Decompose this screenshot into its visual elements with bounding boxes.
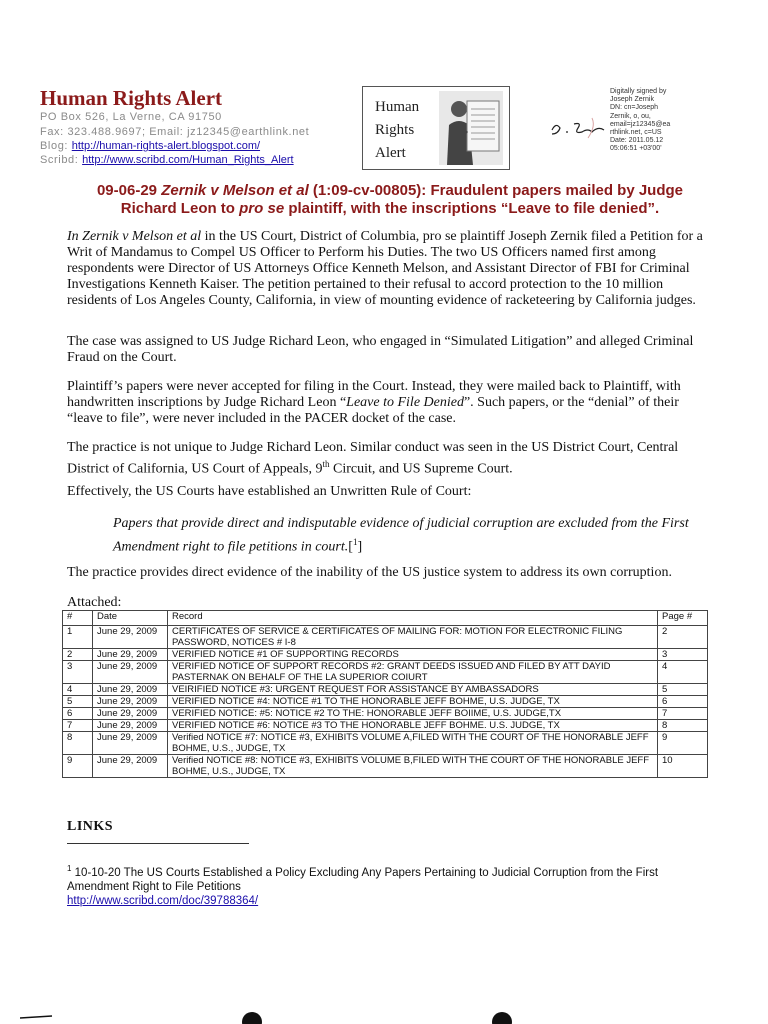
- table-row: [63, 649, 708, 661]
- org-title: Human Rights Alert: [40, 86, 223, 110]
- paragraph-4: [67, 440, 707, 478]
- title-line-2: [60, 200, 720, 218]
- blog-link[interactable]: http://human-rights-alert.blogspot.com/: [71, 140, 261, 152]
- title-line2-a: Richard Leon to: [120, 200, 240, 217]
- row-page: 5: [658, 684, 708, 696]
- footnote-divider: [67, 843, 249, 844]
- table-row: [63, 720, 708, 732]
- scan-marks: [20, 1006, 750, 1024]
- logo-image-icon: [439, 91, 503, 165]
- records-body: [63, 626, 708, 778]
- footnote-mark: 1: [67, 864, 72, 873]
- paragraph-3: [67, 379, 707, 427]
- logo-line-3: Alert: [375, 145, 406, 161]
- row-date: June 29, 2009: [93, 649, 168, 661]
- records-table: [62, 610, 708, 778]
- row-record: VERIFIED NOTICE #6: NOTICE #3 TO THE HONORABLE JEFF BOHME. U.S. JUDGE, TX: [168, 720, 658, 732]
- footnote-link[interactable]: http://www.scribd.com/doc/39788364/: [67, 894, 259, 907]
- table-row: [63, 661, 708, 684]
- p4-text-b: Circuit, and US Supreme Court.: [329, 461, 513, 477]
- title-case-name: Zernik v Melson et al: [161, 182, 309, 199]
- row-record: VERIFIED NOTICE OF SUPPORT RECORDS #2: GRANT DEEDS ISSUED AND FILED BY ATT DAYID PASTERNAK ON BEHALF OF THE LA SUPERIOR COIURT: [168, 661, 658, 684]
- table-header-row: [63, 611, 708, 626]
- footnote: [67, 862, 707, 908]
- p3-italic: Leave to File Denied: [346, 395, 464, 410]
- scribd-label: Scribd:: [40, 154, 79, 166]
- row-number: 4: [63, 684, 93, 696]
- quote-text: Papers that provide direct and indisputable evidence of judicial corruption are excluded from the First Amendment right to file petitions in court.: [113, 516, 689, 555]
- row-page: 4: [658, 661, 708, 684]
- col-header-record: Record: [168, 611, 658, 626]
- blog-label: Blog:: [40, 140, 69, 152]
- table-row: [63, 684, 708, 696]
- links-heading: LINKS: [67, 819, 114, 834]
- p3-text-a: Plaintiff’s papers were never accepted for filing in the Court. Instead, they were mailed back to Plaintiff, with handwritten inscriptions by Judge Richard Leon “: [67, 379, 681, 410]
- row-number: 9: [63, 755, 93, 778]
- document-title: [60, 182, 720, 218]
- row-number: 2: [63, 649, 93, 661]
- quote-ref-close: ]: [357, 539, 363, 555]
- title-date: 09-06-29: [96, 182, 162, 199]
- p3-text-b: ”. Such papers, or the “denial” of their “leave to file”, were never included in the PACER docket of the case.: [67, 395, 679, 426]
- p4-text-a: The practice is not unique to Judge Richard Leon. Similar conduct was seen in the US District Court, Central District of California, US Court of Appeals, 9: [67, 440, 679, 477]
- p1-text: in the US Court, District of Columbia, pro se plaintiff Joseph Zernik filed a Petition for a Writ of Mandamus to Compel US Officer to Perform his Duties. The two US Officers named first among respondents were Director of US Attorneys Office Kenneth Melson, and Assistant Director of FBI for Criminal Investigations Kenneth Kaiser. The petition pertained to their refusal to accord protection to the 10 million residents of Los Angeles County, California, in view of mounting evidence of racketeering by California judges.: [67, 229, 703, 308]
- row-record: VERIFIED NOTICE #1 OF SUPPORTING RECORDS: [168, 649, 658, 661]
- row-page: 10: [658, 755, 708, 778]
- row-record: Verified NOTICE #7: NOTICE #3, EXHIBITS VOLUME A,FILED WITH THE COURT OF THE HONORABLE JEFF BOHME, U.S., JUDGE, TX: [168, 732, 658, 755]
- row-number: 3: [63, 661, 93, 684]
- table-row: [63, 755, 708, 778]
- row-page: 9: [658, 732, 708, 755]
- row-record: VEIRIFIED NOTICE #3: URGENT REQUEST FOR ASSISTANCE BY AMBASSADORS: [168, 684, 658, 696]
- logo: [362, 86, 510, 170]
- paragraph-6: The practice provides direct evidence of the inability of the US justice system to address its own corruption.: [67, 565, 672, 580]
- table-row: [63, 732, 708, 755]
- address-line: PO Box 526, La Verne, CA 91750: [40, 111, 222, 123]
- attached-label: Attached:: [67, 595, 122, 610]
- paragraph-2: The case was assigned to US Judge Richard Leon, who engaged in “Simulated Litigation” and alleged Criminal Fraud on the Court.: [67, 334, 694, 365]
- row-page: 7: [658, 708, 708, 720]
- title-case-rest: (1:09-cv-00805): Fraudulent papers mailed by Judge: [308, 182, 684, 199]
- row-date: June 29, 2009: [93, 732, 168, 755]
- row-record: VERIFIED NOTICE #4: NOTICE #1 TO THE HONORABLE JEFF BOHME, U.S. JUDGE, TX: [168, 696, 658, 708]
- digital-signature-info: Digitally signed by Joseph Zernik DN: cn=Joseph Zernik, o, ou, email=jz12345@ea rthlink.net, c=US Date: 2011.05.12 05:06:51 +03'00': [610, 88, 671, 153]
- title-pro-se: pro se: [239, 200, 285, 217]
- row-date: June 29, 2009: [93, 720, 168, 732]
- row-date: June 29, 2009: [93, 708, 168, 720]
- row-page: 2: [658, 626, 708, 649]
- row-number: 6: [63, 708, 93, 720]
- row-date: June 29, 2009: [93, 661, 168, 684]
- table-row: [63, 626, 708, 649]
- p1-italic: In Zernik v Melson et al: [67, 229, 202, 244]
- row-number: 5: [63, 696, 93, 708]
- footnote-ref[interactable]: 1: [352, 537, 358, 547]
- col-header-number: #: [63, 611, 93, 626]
- row-page: 8: [658, 720, 708, 732]
- row-page: 6: [658, 696, 708, 708]
- p4-sup: th: [322, 459, 330, 469]
- row-date: June 29, 2009: [93, 626, 168, 649]
- table-row: [63, 708, 708, 720]
- scribd-link[interactable]: http://www.scribd.com/Human_Rights_Alert: [82, 154, 294, 166]
- row-record: Verified NOTICE #8: NOTICE #3, EXHIBITS VOLUME B,FILED WITH THE COURT OF THE HONORABLE JEFF BOHME, U.S., JUDGE, TX: [168, 755, 658, 778]
- row-record: VERIFIED NOTICE: #5: NOTICE #2 TO THE: HONORABLE JEFF BOIIME, U.S. JUDGE,TX: [168, 708, 658, 720]
- row-date: June 29, 2009: [93, 684, 168, 696]
- logo-line-1: Human: [375, 99, 420, 115]
- row-record: CERTIFICATES OF SERVICE & CERTIFICATES OF MAILING FOR: MOTION FOR ELECTRONIC FILING PASSWORD, NOTICES # I-8: [168, 626, 658, 649]
- title-line-1: [60, 182, 720, 200]
- row-number: 8: [63, 732, 93, 755]
- paragraph-1: [67, 229, 707, 309]
- scribd-line: [40, 154, 294, 166]
- row-number: 7: [63, 720, 93, 732]
- col-header-date: Date: [93, 611, 168, 626]
- signature-icon: [548, 116, 608, 140]
- blog-line: [40, 140, 260, 152]
- title-line2-b: plaintiff, with the inscriptions “Leave to file denied”.: [284, 200, 660, 217]
- row-date: June 29, 2009: [93, 696, 168, 708]
- row-number: 1: [63, 626, 93, 649]
- footnote-text: 10-10-20 The US Courts Established a Policy Excluding Any Papers Pertaining to Judicial Corruption from the First Amendment Right to File Petitions: [67, 866, 659, 893]
- quote-ref-open: [: [348, 539, 353, 555]
- table-row: [63, 696, 708, 708]
- row-page: 3: [658, 649, 708, 661]
- logo-line-2: Rights: [375, 122, 415, 138]
- paragraph-5: Effectively, the US Courts have established an Unwritten Rule of Court:: [67, 484, 472, 499]
- fax-email-line: Fax: 323.488.9697; Email: jz12345@earthlink.net: [40, 126, 310, 138]
- col-header-page: Page #: [658, 611, 708, 626]
- quoted-rule: [113, 515, 708, 557]
- row-date: June 29, 2009: [93, 755, 168, 778]
